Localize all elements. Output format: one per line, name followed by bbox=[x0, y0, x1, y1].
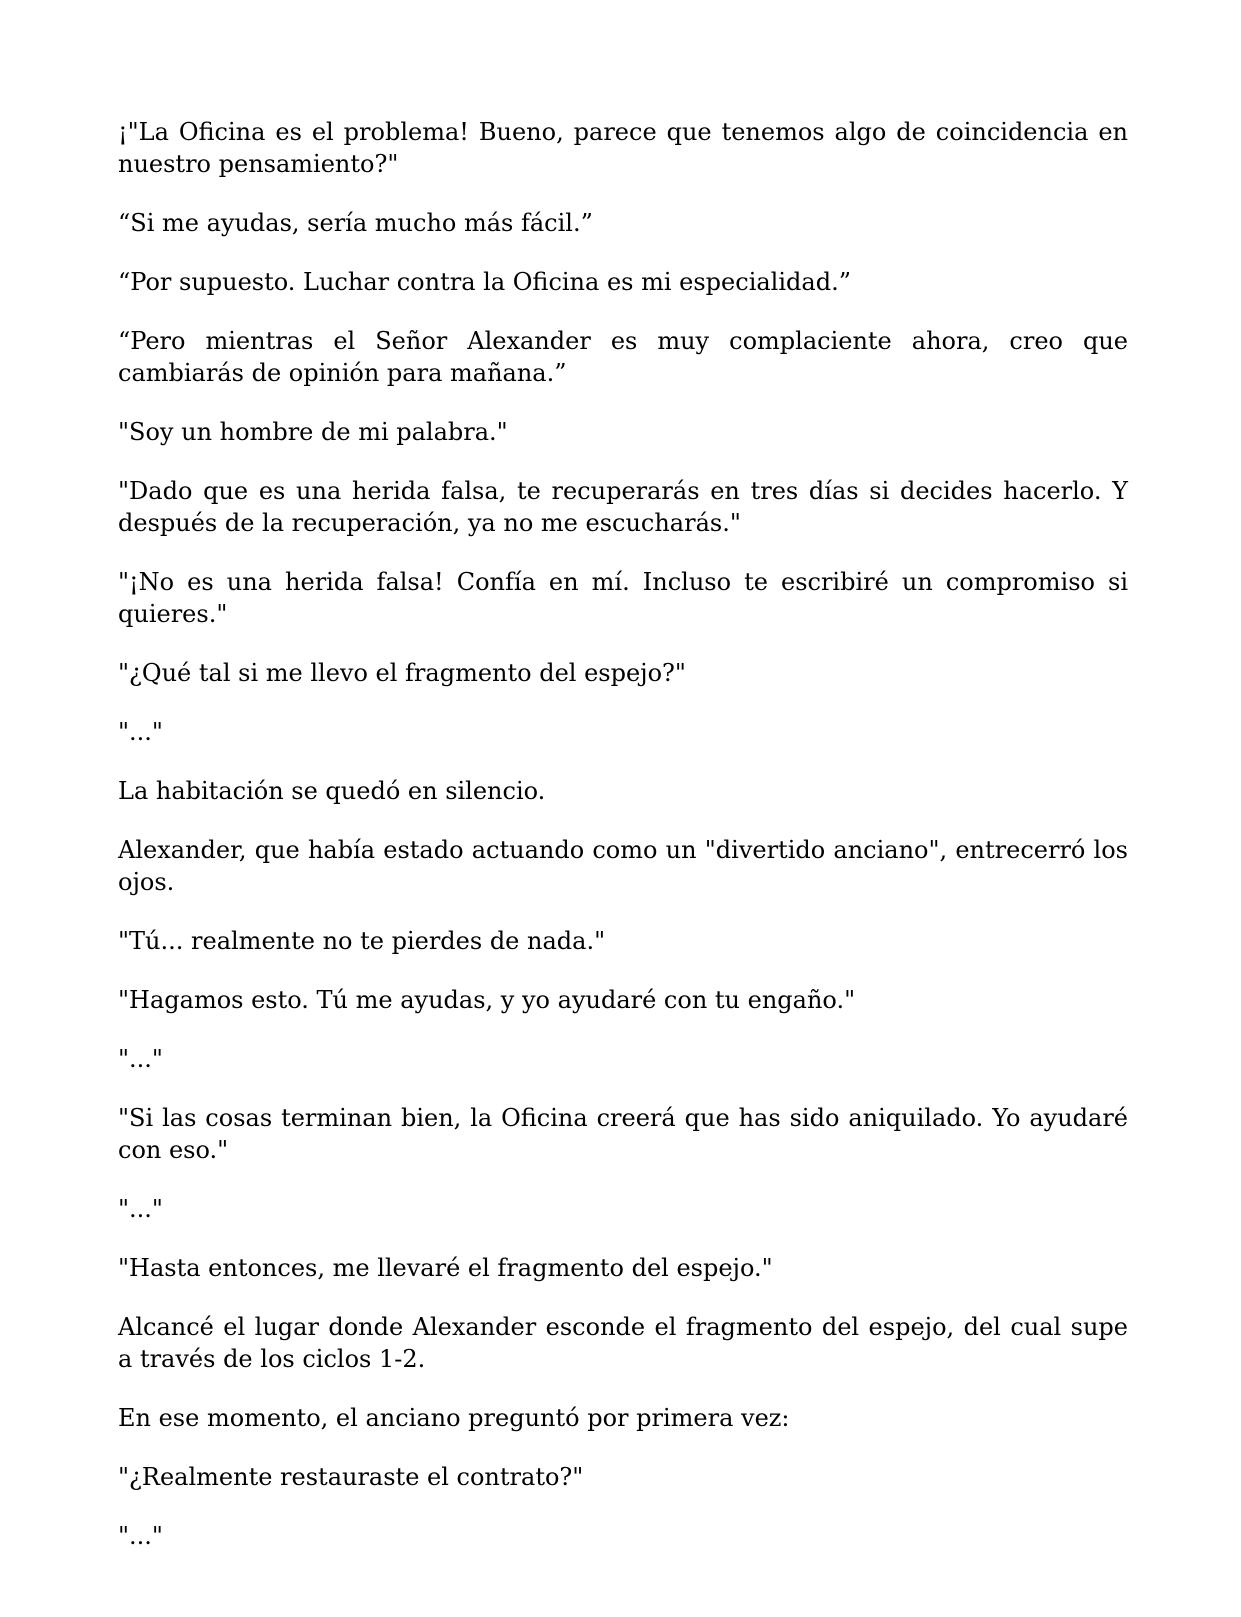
paragraph: "Hagamos esto. Tú me ayudas, y yo ayudaré con tu engaño." bbox=[118, 986, 856, 1014]
paragraph: "..." bbox=[118, 718, 163, 746]
paragraph: "Tú... realmente no te pierdes de nada." bbox=[118, 927, 606, 955]
paragraph: "Hasta entonces, me llevaré el fragmento del espejo." bbox=[118, 1254, 773, 1282]
paragraph: ¡"La Oficina es el problema! Bueno, parece que tenemos algo de coincidencia en nuestro pensamiento?" bbox=[118, 118, 1128, 178]
paragraph: Alexander, que había estado actuando como un "divertido anciano", entrecerró los ojos. bbox=[118, 836, 1128, 896]
paragraph: La habitación se quedó en silencio. bbox=[118, 777, 546, 805]
paragraph: En ese momento, el anciano preguntó por primera vez: bbox=[118, 1404, 790, 1432]
paragraph: "..." bbox=[118, 1045, 163, 1073]
paragraph: "¿Qué tal si me llevo el fragmento del espejo?" bbox=[118, 659, 686, 687]
paragraph: "¿Realmente restauraste el contrato?" bbox=[118, 1463, 584, 1491]
paragraph: Alcancé el lugar donde Alexander esconde el fragmento del espejo, del cual supe a través de los ciclos 1-2. bbox=[118, 1313, 1128, 1373]
text-body bbox=[118, 116, 1128, 1579]
paragraph: "..." bbox=[118, 1195, 163, 1223]
paragraph: “Pero mientras el Señor Alexander es muy complaciente ahora, creo que cambiarás de opinión para mañana.” bbox=[118, 327, 1128, 387]
paragraph: “Si me ayudas, sería mucho más fácil.” bbox=[118, 209, 593, 237]
paragraph: "..." bbox=[118, 1522, 163, 1550]
paragraph: "Dado que es una herida falsa, te recuperarás en tres días si decides hacerlo. Y después de la recuperación, ya no me escucharás." bbox=[118, 477, 1128, 537]
paragraph: "Si las cosas terminan bien, la Oficina creerá que has sido aniquilado. Yo ayudaré con eso." bbox=[118, 1104, 1128, 1164]
paragraph: “Por supuesto. Luchar contra la Oficina es mi especialidad.” bbox=[118, 268, 851, 296]
paragraph: "¡No es una herida falsa! Confía en mí. Incluso te escribiré un compromiso si quieres." bbox=[118, 568, 1128, 628]
paragraph: "Soy un hombre de mi palabra." bbox=[118, 418, 508, 446]
